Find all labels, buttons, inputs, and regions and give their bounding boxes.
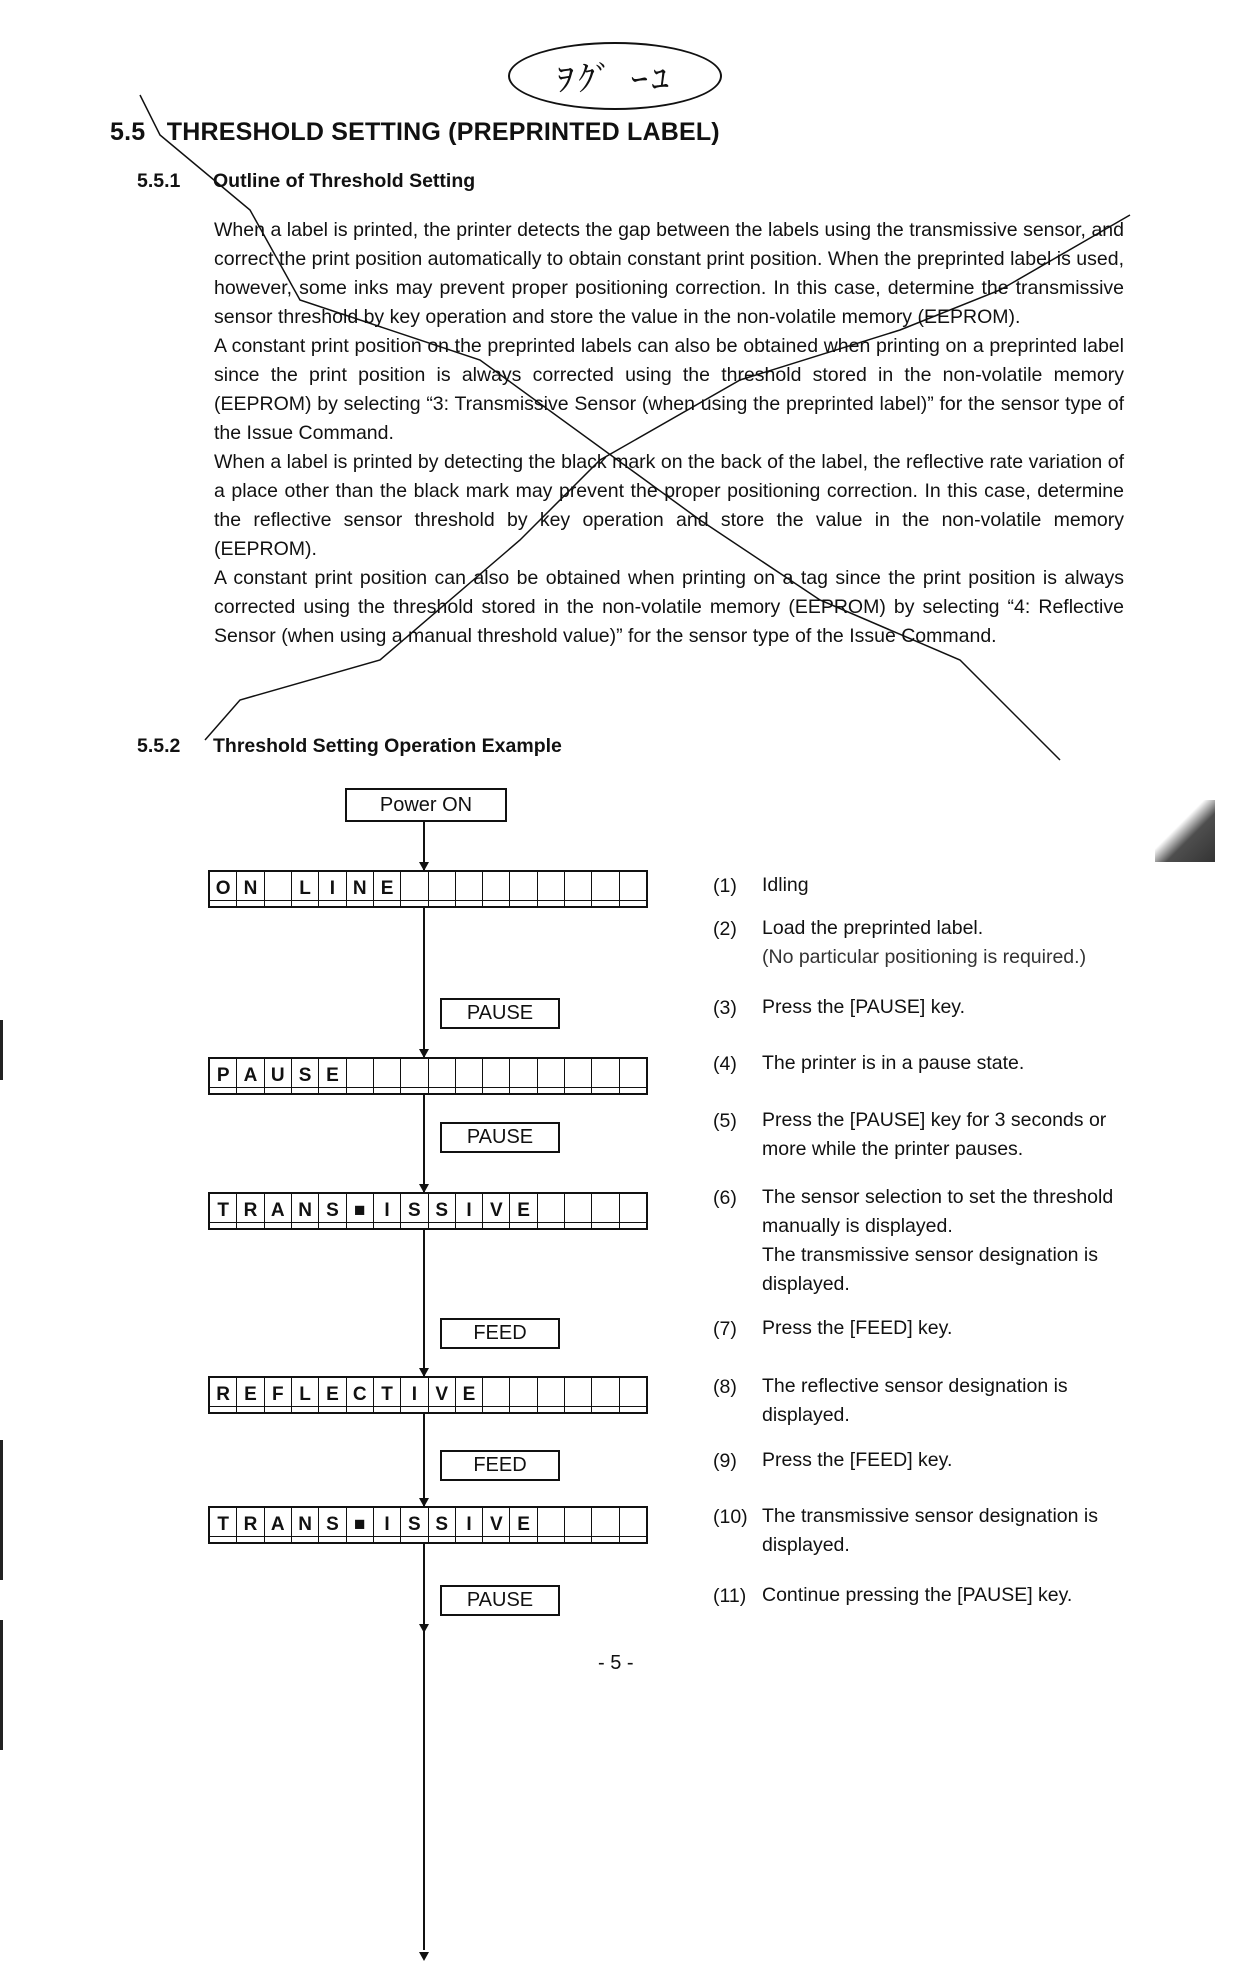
lcd-cell [456, 872, 483, 906]
lcd-cell: S [429, 1194, 456, 1228]
lcd-cell [538, 1378, 565, 1412]
lcd-cell [620, 1508, 646, 1542]
lcd-cell: I [401, 1378, 428, 1412]
lcd-cell: E [374, 872, 401, 906]
step-subtext: The transmissive sensor designation is displayed. [762, 1244, 1098, 1295]
step-description [762, 1446, 1137, 1475]
step-text: Press the [FEED] key. [762, 1449, 953, 1471]
lcd-cell [565, 872, 592, 906]
lcd-cell: E [237, 1378, 264, 1412]
subsection2-title: Threshold Setting Operation Example [213, 735, 562, 757]
lcd-cell [401, 1059, 428, 1093]
lcd-cell [620, 1059, 646, 1093]
lcd-cell: N [237, 872, 264, 906]
lcd-cell [565, 1378, 592, 1412]
lcd-cell [592, 1378, 619, 1412]
paragraph: A constant print position can also be obtained when printing on a tag since the print position is always corrected using the threshold stored in the non-volatile memory (EEPROM) by selecting “4: Reflective Sensor (when using a manual threshold value)” for the sensor type of the Issue Command. [214, 567, 1124, 647]
lcd-cell: E [456, 1378, 483, 1412]
lcd-cell [620, 1194, 646, 1228]
step-description [762, 1372, 1137, 1430]
arrow-down [419, 1049, 429, 1058]
step-text: Idling [762, 874, 809, 896]
lcd-cell: R [237, 1508, 264, 1542]
feed-key-box: FEED [440, 1450, 560, 1481]
step-number: (4) [713, 1053, 737, 1075]
lcd-cell [538, 1508, 565, 1542]
step-description [762, 914, 1137, 972]
step-description [762, 993, 1137, 1022]
lcd-cell [565, 1508, 592, 1542]
step-description [762, 1314, 1137, 1343]
lcd-cell: T [210, 1508, 237, 1542]
lcd-cell: ■ [347, 1194, 374, 1228]
lcd-cell [565, 1059, 592, 1093]
lcd-cell [620, 872, 646, 906]
lcd-cell: S [401, 1508, 428, 1542]
step-description [762, 1502, 1137, 1560]
lcd-cell: S [292, 1059, 319, 1093]
lcd-cell: P [210, 1059, 237, 1093]
arrow-down [419, 1184, 429, 1193]
lcd-display-transmissive [208, 1506, 648, 1544]
arrow-down [419, 1952, 429, 1961]
lcd-cell [456, 1059, 483, 1093]
step-number: (11) [713, 1585, 747, 1607]
step-number: (7) [713, 1318, 737, 1340]
arrow-down [419, 1368, 429, 1377]
power-on-box: Power ON [345, 788, 507, 822]
step-description [762, 871, 1137, 900]
step-description [762, 1183, 1137, 1299]
lcd-cell [592, 872, 619, 906]
lcd-cell: E [319, 1378, 346, 1412]
feed-key-box: FEED [440, 1318, 560, 1349]
step-number: (5) [713, 1110, 737, 1132]
lcd-cell: S [319, 1194, 346, 1228]
lcd-cell [592, 1059, 619, 1093]
step-text: Load the preprinted label. [762, 917, 984, 939]
step-number: (6) [713, 1187, 737, 1209]
lcd-cell: F [265, 1378, 292, 1412]
lcd-cell: T [210, 1194, 237, 1228]
handwritten-stamp: ｦｸﾞ ｰﾕ [508, 42, 722, 110]
step-text: The printer is in a pause state. [762, 1052, 1025, 1074]
scan-edge-mark [0, 1620, 3, 1750]
lcd-cell [510, 872, 537, 906]
lcd-display-online [208, 870, 648, 908]
lcd-cell: E [510, 1194, 537, 1228]
lcd-cell [401, 872, 428, 906]
lcd-cell: I [319, 872, 346, 906]
lcd-cell [510, 1378, 537, 1412]
step-subtext: (No particular positioning is required.) [762, 946, 1087, 968]
step-text: Press the [FEED] key. [762, 1317, 953, 1339]
lcd-cell: U [265, 1059, 292, 1093]
lcd-cell: E [510, 1508, 537, 1542]
lcd-cell [510, 1059, 537, 1093]
section-number: 5.5 [110, 118, 146, 146]
lcd-cell [429, 872, 456, 906]
lcd-cell: A [237, 1059, 264, 1093]
lcd-cell: N [292, 1194, 319, 1228]
step-text: Press the [PAUSE] key for 3 seconds or more while the printer pauses. [762, 1109, 1107, 1160]
step-text: Continue pressing the [PAUSE] key. [762, 1584, 1073, 1606]
lcd-cell [565, 1194, 592, 1228]
lcd-cell: V [483, 1508, 510, 1542]
step-number: (10) [713, 1506, 748, 1528]
lcd-cell: I [374, 1508, 401, 1542]
scan-edge-mark [0, 1440, 3, 1580]
step-number: (9) [713, 1450, 737, 1472]
lcd-cell: I [456, 1508, 483, 1542]
step-description [762, 1106, 1137, 1164]
lcd-cell [347, 1059, 374, 1093]
section-title: THRESHOLD SETTING (PREPRINTED LABEL) [166, 118, 720, 146]
step-description [762, 1581, 1137, 1610]
lcd-cell: A [265, 1194, 292, 1228]
step-number: (8) [713, 1376, 737, 1398]
lcd-cell [374, 1059, 401, 1093]
lcd-display-pause [208, 1057, 648, 1095]
lcd-cell: V [429, 1378, 456, 1412]
lcd-cell: O [210, 872, 237, 906]
lcd-cell: R [210, 1378, 237, 1412]
lcd-cell [592, 1194, 619, 1228]
arrow-down [419, 862, 429, 871]
subsection2-number: 5.5.2 [137, 735, 181, 757]
lcd-cell: N [347, 872, 374, 906]
lcd-cell [483, 1059, 510, 1093]
paragraph: When a label is printed by detecting the black mark on the back of the label, the reflective rate variation of a place other than the black mark may prevent the proper positioning correction. In this case, determine the reflective sensor threshold by key operation and store the value in the non-volatile memory (EEPROM). [214, 451, 1124, 560]
step-number: (1) [713, 875, 737, 897]
step-text: The reflective sensor designation is displayed. [762, 1375, 1068, 1426]
lcd-cell: E [319, 1059, 346, 1093]
pause-key-box: PAUSE [440, 1122, 560, 1153]
lcd-cell [620, 1378, 646, 1412]
lcd-cell: S [429, 1508, 456, 1542]
scan-edge-mark [0, 1020, 3, 1080]
lcd-cell [265, 872, 292, 906]
pause-key-box: PAUSE [440, 998, 560, 1029]
lcd-cell: C [347, 1378, 374, 1412]
lcd-cell: V [483, 1194, 510, 1228]
step-text: Press the [PAUSE] key. [762, 996, 966, 1018]
lcd-cell: N [292, 1508, 319, 1542]
step-number: (2) [713, 918, 737, 940]
lcd-cell [538, 1059, 565, 1093]
lcd-cell: S [401, 1194, 428, 1228]
page-number: - 5 - [598, 1652, 634, 1674]
subsection1-title: Outline of Threshold Setting [213, 170, 476, 192]
lcd-cell: ■ [347, 1508, 374, 1542]
lcd-cell: A [265, 1508, 292, 1542]
lcd-display-reflective [208, 1376, 648, 1414]
lcd-cell: R [237, 1194, 264, 1228]
lcd-cell [483, 1378, 510, 1412]
step-text: The transmissive sensor designation is displayed. [762, 1505, 1098, 1556]
lcd-cell: S [319, 1508, 346, 1542]
step-number: (3) [713, 997, 737, 1019]
subsection1-number: 5.5.1 [137, 170, 181, 192]
arrow-down [419, 1624, 429, 1633]
lcd-cell: I [374, 1194, 401, 1228]
lcd-cell: L [292, 1378, 319, 1412]
paragraph: A constant print position on the preprinted labels can also be obtained when printing on a preprinted label since the print position is always corrected using the threshold stored in the non-volatile memory (EEPROM) by selecting “3: Transmissive Sensor (when using the preprinted label)” for the sensor type of the Issue Command. [214, 335, 1124, 444]
scan-smudge [1155, 800, 1215, 862]
step-description [762, 1049, 1137, 1078]
arrow-down [419, 1498, 429, 1507]
lcd-cell [429, 1059, 456, 1093]
lcd-cell [483, 872, 510, 906]
lcd-cell [538, 1194, 565, 1228]
lcd-cell: L [292, 872, 319, 906]
pause-key-box: PAUSE [440, 1585, 560, 1616]
lcd-cell: I [456, 1194, 483, 1228]
lcd-display-transmissive [208, 1192, 648, 1230]
lcd-cell: T [374, 1378, 401, 1412]
paragraph: When a label is printed, the printer detects the gap between the labels using the transmissive sensor, and correct the print position automatically to obtain constant print position. When the preprinted label is used, however, some inks may prevent proper positioning correction. In this case, determine the transmissive sensor threshold by key operation and store the value in the non-volatile memory (EEPROM). [214, 219, 1124, 328]
lcd-cell [538, 872, 565, 906]
step-text: The sensor selection to set the threshold manually is displayed. [762, 1186, 1114, 1237]
lcd-cell [592, 1508, 619, 1542]
